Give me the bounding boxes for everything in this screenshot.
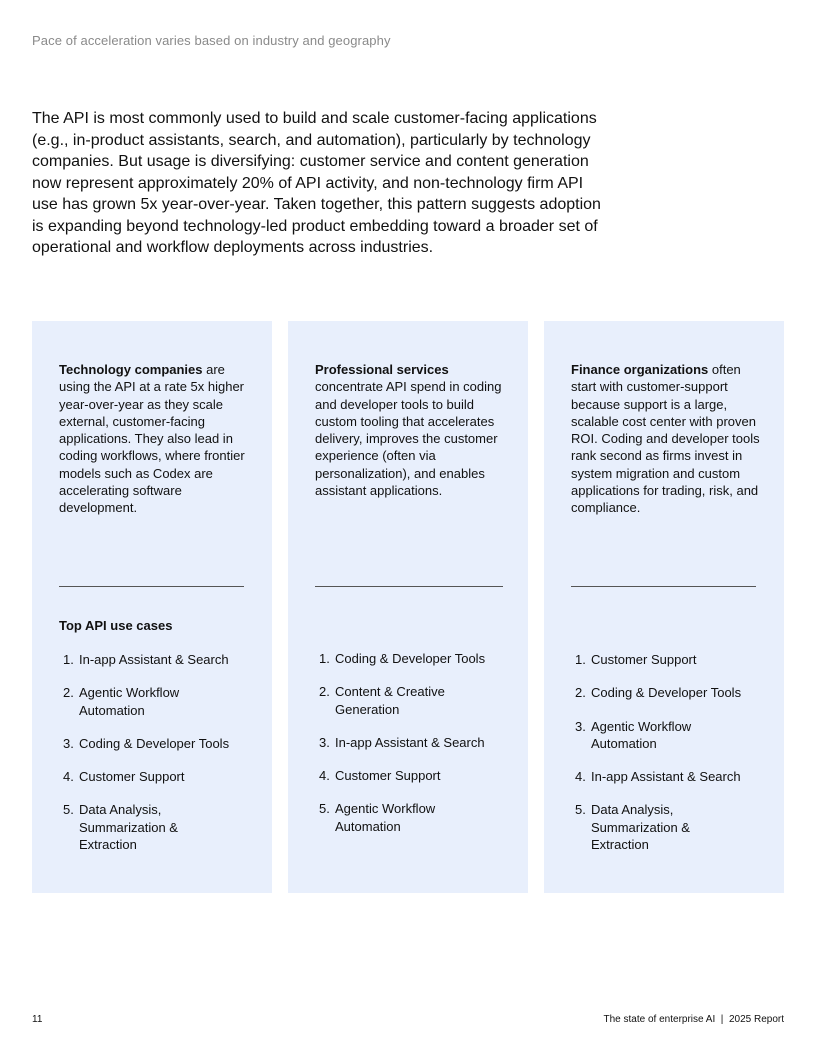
list-item: 2. Agentic Workflow Automation	[63, 685, 180, 718]
list-item: 3. Coding & Developer Tools	[63, 735, 230, 751]
list-item: 4. Customer Support	[63, 769, 185, 785]
card-description	[571, 361, 761, 517]
card-description-text: concentrate API spend in coding and developer tools to build custom tooling that accelerates delivery, improves the customer experience (often via personalization), and enables assistant applications.	[315, 379, 502, 499]
card-finance-organizations	[544, 321, 784, 893]
card-description-text: often start with customer-support because support is a large, scalable cost center with proven ROI. Coding and developer tools rank second as firms invest in system migration and custom applications for trading, risk, and compliance.	[571, 362, 760, 516]
list-item: 2. Coding & Developer Tools	[575, 685, 742, 701]
list-item-label: Content & Creative Generation	[335, 684, 445, 717]
card-title: Technology companies	[59, 362, 203, 377]
list-item-label: In-app Assistant & Search	[335, 734, 485, 750]
list-item-label: Agentic Workflow Automation	[79, 685, 180, 718]
list-item-label: In-app Assistant & Search	[79, 652, 229, 667]
list-item-label: Coding & Developer Tools	[591, 685, 742, 701]
list-item: 5. Data Analysis, Summarization & Extraction	[575, 802, 690, 853]
use-case-list	[315, 650, 515, 851]
list-item: 4. In-app Assistant & Search	[575, 769, 741, 785]
use-case-list	[571, 651, 771, 869]
list-item: 3. Agentic Workflow Automation	[575, 718, 692, 751]
card-description	[315, 361, 505, 499]
list-item: 1. Customer Support	[575, 652, 697, 667]
list-item-label: Agentic Workflow Automation	[335, 801, 436, 834]
list-item: 1. In-app Assistant & Search	[63, 652, 229, 667]
list-item-label: Customer Support	[79, 769, 185, 785]
section-title: Pace of acceleration varies based on industry and geography	[32, 33, 391, 48]
intro-paragraph: The API is most commonly used to build and scale customer-facing applications (e.g., in-product assistants, search, and automation), particularly by technology companies. But usage is diversifying: customer service and content generation now represent approximately 20% of API activity, and non-technology firm API use has grown 5x year-over-year. Taken together, this pattern suggests adoption is expanding beyond technology-led product embedding toward a broader set of operational and workflow deployments across industries.	[32, 110, 601, 256]
list-item: 4. Customer Support	[319, 768, 441, 784]
card-title: Finance organizations	[571, 362, 709, 377]
card-description-text: are using the API at a rate 5x higher year-over-year as they scale external, customer-facing applications. They also lead in coding workflows, where frontier models such as Codex are accelerating software development.	[59, 362, 245, 516]
card-description	[59, 361, 249, 517]
use-case-list	[59, 651, 259, 869]
list-item-label: Data Analysis, Summarization & Extraction	[79, 802, 178, 853]
list-item-label: In-app Assistant & Search	[591, 769, 741, 785]
list-item: 5. Agentic Workflow Automation	[319, 801, 436, 834]
list-item-label: Data Analysis, Summarization & Extraction	[591, 802, 690, 853]
card-technology-companies	[32, 321, 272, 893]
list-item-label: Coding & Developer Tools	[79, 735, 230, 751]
use-cases-heading: Top API use cases	[59, 618, 173, 633]
page-number: 11	[32, 1014, 43, 1025]
list-item: 3. In-app Assistant & Search	[319, 734, 485, 750]
list-item-label: Customer Support	[335, 768, 441, 784]
list-item: 2. Content & Creative Generation	[319, 684, 445, 717]
card-title: Professional services	[315, 362, 449, 377]
list-item: 5. Data Analysis, Summarization & Extraction	[63, 802, 178, 853]
card-professional-services	[288, 321, 528, 893]
list-item-label: Customer Support	[591, 652, 697, 667]
list-item-label: Agentic Workflow Automation	[591, 718, 692, 751]
report-title: The state of enterprise AI | 2025 Report	[603, 1014, 784, 1025]
list-item: 1. Coding & Developer Tools	[319, 651, 486, 666]
divider	[571, 586, 756, 587]
list-item-label: Coding & Developer Tools	[335, 651, 486, 666]
divider	[315, 586, 503, 587]
divider	[59, 586, 244, 587]
